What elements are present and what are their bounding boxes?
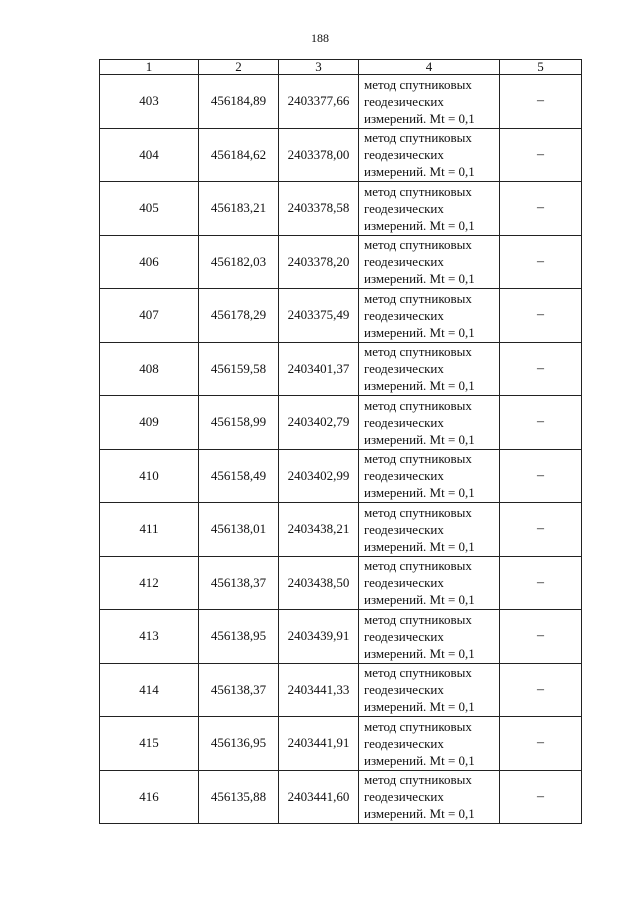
method-text-line: измерений. Mt = 0,1 <box>364 699 475 715</box>
note-cell: – <box>500 556 582 610</box>
method-cell <box>359 289 500 343</box>
method-text-line: метод спутниковых <box>364 183 472 199</box>
x-coordinate-cell: 456184,89 <box>199 75 279 129</box>
column-header-3: 3 <box>279 60 359 75</box>
method-cell <box>359 128 500 182</box>
method-cell <box>359 75 500 129</box>
table-row <box>100 128 582 182</box>
x-coordinate-cell: 456158,99 <box>199 396 279 450</box>
y-coordinate-cell: 2403401,37 <box>279 342 359 396</box>
point-number-cell: 412 <box>100 556 199 610</box>
note-cell: – <box>500 75 582 129</box>
method-cell <box>359 503 500 557</box>
note-cell: – <box>500 128 582 182</box>
y-coordinate-cell: 2403402,99 <box>279 449 359 503</box>
method-text-line: измерений. Mt = 0,1 <box>364 164 475 180</box>
table-row <box>100 610 582 664</box>
x-coordinate-cell: 456138,01 <box>199 503 279 557</box>
page-number: 188 <box>311 31 329 45</box>
method-text-line: измерений. Mt = 0,1 <box>364 538 475 554</box>
table-row <box>100 235 582 289</box>
table-row <box>100 342 582 396</box>
note-cell: – <box>500 449 582 503</box>
method-text-line: метод спутниковых <box>364 451 472 467</box>
method-text-line: геодезических <box>364 682 444 698</box>
method-cell <box>359 182 500 236</box>
method-cell <box>359 449 500 503</box>
coordinates-table <box>99 59 582 824</box>
method-text-line: геодезических <box>364 414 444 430</box>
method-text-line: измерений. Mt = 0,1 <box>364 324 475 340</box>
method-text-line: измерений. Mt = 0,1 <box>364 645 475 661</box>
method-text-line: метод спутниковых <box>364 237 472 253</box>
column-header-2: 2 <box>199 60 279 75</box>
y-coordinate-cell: 2403402,79 <box>279 396 359 450</box>
x-coordinate-cell: 456182,03 <box>199 235 279 289</box>
point-number-cell: 409 <box>100 396 199 450</box>
method-text-line: измерений. Mt = 0,1 <box>364 485 475 501</box>
table-row <box>100 75 582 129</box>
method-text-line: геодезических <box>364 307 444 323</box>
method-text-line: измерений. Mt = 0,1 <box>364 378 475 394</box>
method-text-line: метод спутниковых <box>364 130 472 146</box>
y-coordinate-cell: 2403439,91 <box>279 610 359 664</box>
note-cell: – <box>500 235 582 289</box>
method-text-line: измерений. Mt = 0,1 <box>364 752 475 768</box>
x-coordinate-cell: 456138,37 <box>199 556 279 610</box>
note-cell: – <box>500 663 582 717</box>
table-row <box>100 449 582 503</box>
method-text-line: геодезических <box>364 147 444 163</box>
table-body <box>100 75 582 824</box>
method-text-line: метод спутниковых <box>364 558 472 574</box>
point-number-cell: 411 <box>100 503 199 557</box>
method-text-line: измерений. Mt = 0,1 <box>364 217 475 233</box>
method-text-line: метод спутниковых <box>364 718 472 734</box>
y-coordinate-cell: 2403441,60 <box>279 770 359 824</box>
method-text-line: метод спутниковых <box>364 772 472 788</box>
method-text-line: геодезических <box>364 93 444 109</box>
method-text-line: геодезических <box>364 361 444 377</box>
method-cell <box>359 235 500 289</box>
method-text-line: метод спутниковых <box>364 611 472 627</box>
point-number-cell: 414 <box>100 663 199 717</box>
method-text-line: измерений. Mt = 0,1 <box>364 431 475 447</box>
point-number-cell: 407 <box>100 289 199 343</box>
y-coordinate-cell: 2403378,00 <box>279 128 359 182</box>
y-coordinate-cell: 2403378,58 <box>279 182 359 236</box>
method-cell <box>359 556 500 610</box>
point-number-cell: 408 <box>100 342 199 396</box>
x-coordinate-cell: 456183,21 <box>199 182 279 236</box>
x-coordinate-cell: 456135,88 <box>199 770 279 824</box>
method-cell <box>359 770 500 824</box>
method-cell <box>359 610 500 664</box>
point-number-cell: 404 <box>100 128 199 182</box>
column-header-4: 4 <box>359 60 500 75</box>
method-text-line: метод спутниковых <box>364 504 472 520</box>
method-cell <box>359 663 500 717</box>
note-cell: – <box>500 182 582 236</box>
method-text-line: геодезических <box>364 521 444 537</box>
y-coordinate-cell: 2403441,91 <box>279 717 359 771</box>
method-text-line: измерений. Mt = 0,1 <box>364 110 475 126</box>
x-coordinate-cell: 456136,95 <box>199 717 279 771</box>
table-row <box>100 556 582 610</box>
note-cell: – <box>500 770 582 824</box>
method-text-line: измерений. Mt = 0,1 <box>364 271 475 287</box>
method-cell <box>359 717 500 771</box>
x-coordinate-cell: 456159,58 <box>199 342 279 396</box>
note-cell: – <box>500 396 582 450</box>
note-cell: – <box>500 717 582 771</box>
method-text-line: геодезических <box>364 254 444 270</box>
note-cell: – <box>500 503 582 557</box>
table-row <box>100 663 582 717</box>
method-text-line: метод спутниковых <box>364 665 472 681</box>
method-text-line: геодезических <box>364 789 444 805</box>
column-header-5: 5 <box>500 60 582 75</box>
table-row <box>100 289 582 343</box>
point-number-cell: 413 <box>100 610 199 664</box>
y-coordinate-cell: 2403438,21 <box>279 503 359 557</box>
point-number-cell: 405 <box>100 182 199 236</box>
x-coordinate-cell: 456138,37 <box>199 663 279 717</box>
method-text-line: геодезических <box>364 735 444 751</box>
point-number-cell: 410 <box>100 449 199 503</box>
method-text-line: метод спутниковых <box>364 290 472 306</box>
note-cell: – <box>500 342 582 396</box>
method-text-line: геодезических <box>364 468 444 484</box>
method-text-line: измерений. Mt = 0,1 <box>364 592 475 608</box>
y-coordinate-cell: 2403377,66 <box>279 75 359 129</box>
method-text-line: геодезических <box>364 628 444 644</box>
x-coordinate-cell: 456178,29 <box>199 289 279 343</box>
table-row <box>100 396 582 450</box>
method-text-line: метод спутниковых <box>364 76 472 92</box>
method-text-line: измерений. Mt = 0,1 <box>364 806 475 822</box>
method-text-line: метод спутниковых <box>364 397 472 413</box>
table-row <box>100 717 582 771</box>
method-text-line: геодезических <box>364 575 444 591</box>
x-coordinate-cell: 456158,49 <box>199 449 279 503</box>
method-text-line: геодезических <box>364 200 444 216</box>
point-number-cell: 406 <box>100 235 199 289</box>
y-coordinate-cell: 2403378,20 <box>279 235 359 289</box>
x-coordinate-cell: 456184,62 <box>199 128 279 182</box>
method-cell <box>359 342 500 396</box>
note-cell: – <box>500 289 582 343</box>
table-row <box>100 503 582 557</box>
y-coordinate-cell: 2403438,50 <box>279 556 359 610</box>
point-number-cell: 416 <box>100 770 199 824</box>
method-cell <box>359 396 500 450</box>
table-header-row <box>100 60 582 75</box>
note-cell: – <box>500 610 582 664</box>
column-header-1: 1 <box>100 60 199 75</box>
point-number-cell: 403 <box>100 75 199 129</box>
x-coordinate-cell: 456138,95 <box>199 610 279 664</box>
y-coordinate-cell: 2403441,33 <box>279 663 359 717</box>
method-text-line: метод спутниковых <box>364 344 472 360</box>
table-row <box>100 182 582 236</box>
y-coordinate-cell: 2403375,49 <box>279 289 359 343</box>
table-row <box>100 770 582 824</box>
point-number-cell: 415 <box>100 717 199 771</box>
